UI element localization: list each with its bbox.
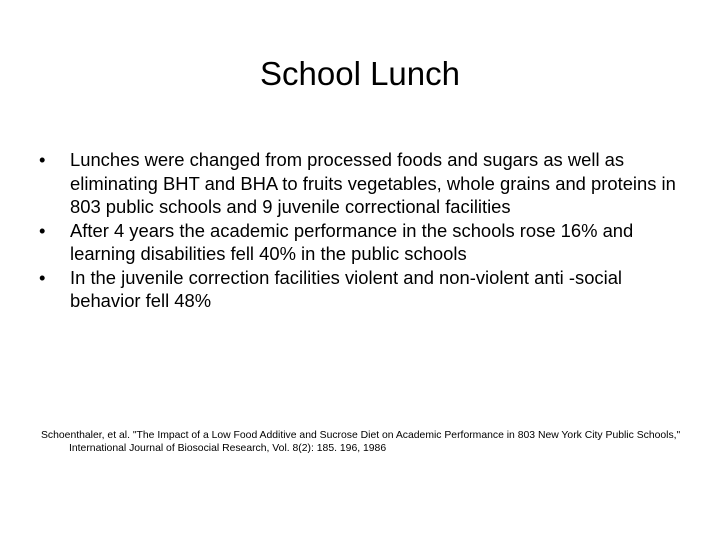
bullet-item <box>36 266 686 313</box>
bullet-icon: • <box>39 149 46 170</box>
bullet-icon: • <box>39 266 46 288</box>
citation: Schoenthaler, et al. "The Impact of a Low Food Additive and Sucrose Diet on Academic Performance in 803 New York City Public Schools," International Journal of Biosocial Research, Vol. 8(2): 185. 196, 1986 <box>41 430 681 454</box>
bullet-text: After 4 years the academic performance in the schools rose 16% and learning disabilities fell 40% in the public schools <box>70 219 634 264</box>
bullet-icon: • <box>39 219 46 241</box>
bullet-text: Lunches were changed from processed foods and sugars as well as eliminating BHT and BHA to fruits vegetables, whole grains and proteins in 803 public schools and 9 juvenile correctional facilities <box>70 149 676 217</box>
bullet-item <box>36 219 686 266</box>
bullet-text: In the juvenile correction facilities violent and non-violent anti -social behavior fell 48% <box>70 266 623 311</box>
bullet-item <box>36 148 686 219</box>
slide-title: School Lunch <box>260 55 460 92</box>
bullet-list <box>36 148 686 313</box>
